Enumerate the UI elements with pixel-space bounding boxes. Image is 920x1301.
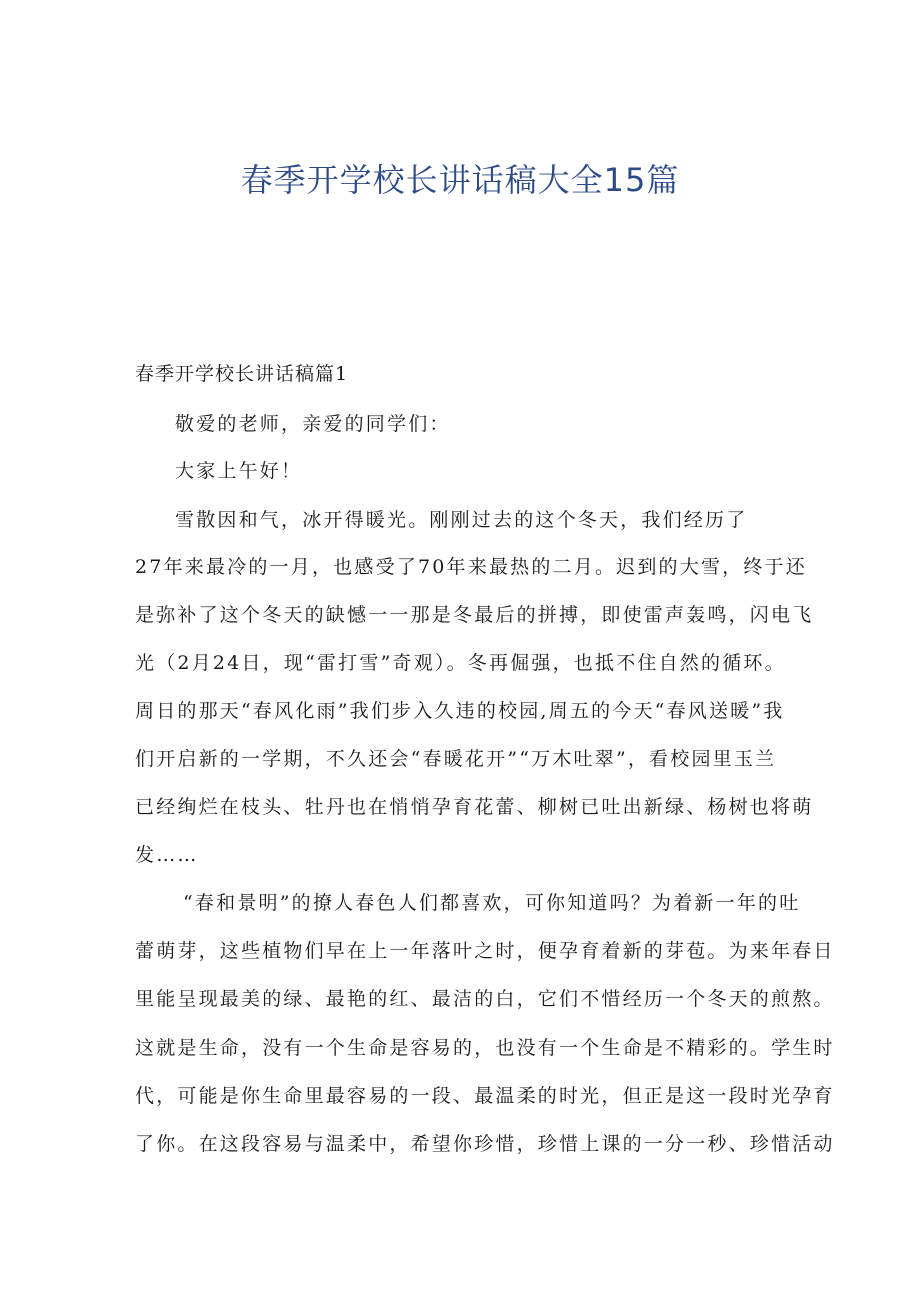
paragraph2-line: 代，可能是你生命里最容易的一段、最温柔的时光，但正是这一段时光孕育 — [135, 1085, 835, 1107]
greeting: 大家上午好！ — [175, 460, 303, 482]
document-title: 春季开学校长讲话稿大全15篇 — [240, 161, 680, 199]
paragraph1-line: 雪散因和气，冰开得暖光。刚刚过去的这个冬天，我们经历了 — [175, 509, 748, 531]
salutation: 敬爱的老师，亲爱的同学们： — [175, 413, 451, 435]
paragraph2-line: 里能呈现最美的绿、最艳的红、最洁的白，它们不惜经历一个冬天的煎熬。 — [135, 988, 835, 1010]
paragraph1-line: 是弥补了这个冬天的缺憾一一那是冬最后的拼搏，即使雷声轰鸣，闪电飞 — [135, 604, 814, 626]
paragraph1-line: 发…… — [135, 844, 199, 866]
paragraph2-line: 蕾萌芽，这些植物们早在上一年落叶之时，便孕育着新的芽苞。为来年春日 — [135, 940, 835, 962]
paragraph2-line: “春和景明”的撩人春色人们都喜欢，可你知道吗？为着新一年的吐 — [183, 892, 801, 914]
section-heading: 春季开学校长讲话稿篇1 — [135, 363, 349, 385]
paragraph1-line: 们开启新的一学期，不久还会“春暖花开”“万木吐翠”，看校园里玉兰 — [135, 748, 777, 770]
paragraph2-line: 了你。在这段容易与温柔中，希望你珍惜，珍惜上课的一分一秒、珍惜活动 — [135, 1133, 835, 1155]
paragraph1-line: 光（2月24日，现“雷打雪”奇观）。冬再倔强，也抵不住自然的循环。 — [135, 652, 786, 674]
paragraph1-line: 27年来最冷的一月，也感受了70年来最热的二月。迟到的大雪，终于还 — [135, 556, 807, 578]
paragraph1-line: 周日的那天“春风化雨”我们步入久违的校园,周五的今天“春风送暖”我 — [135, 700, 785, 722]
paragraph2-line: 这就是生命，没有一个生命是容易的，也没有一个生命是不精彩的。学生时 — [135, 1037, 835, 1059]
paragraph1-line: 已经绚烂在枝头、牡丹也在悄悄孕育花蕾、柳树已吐出新绿、杨树也将萌 — [135, 796, 814, 818]
